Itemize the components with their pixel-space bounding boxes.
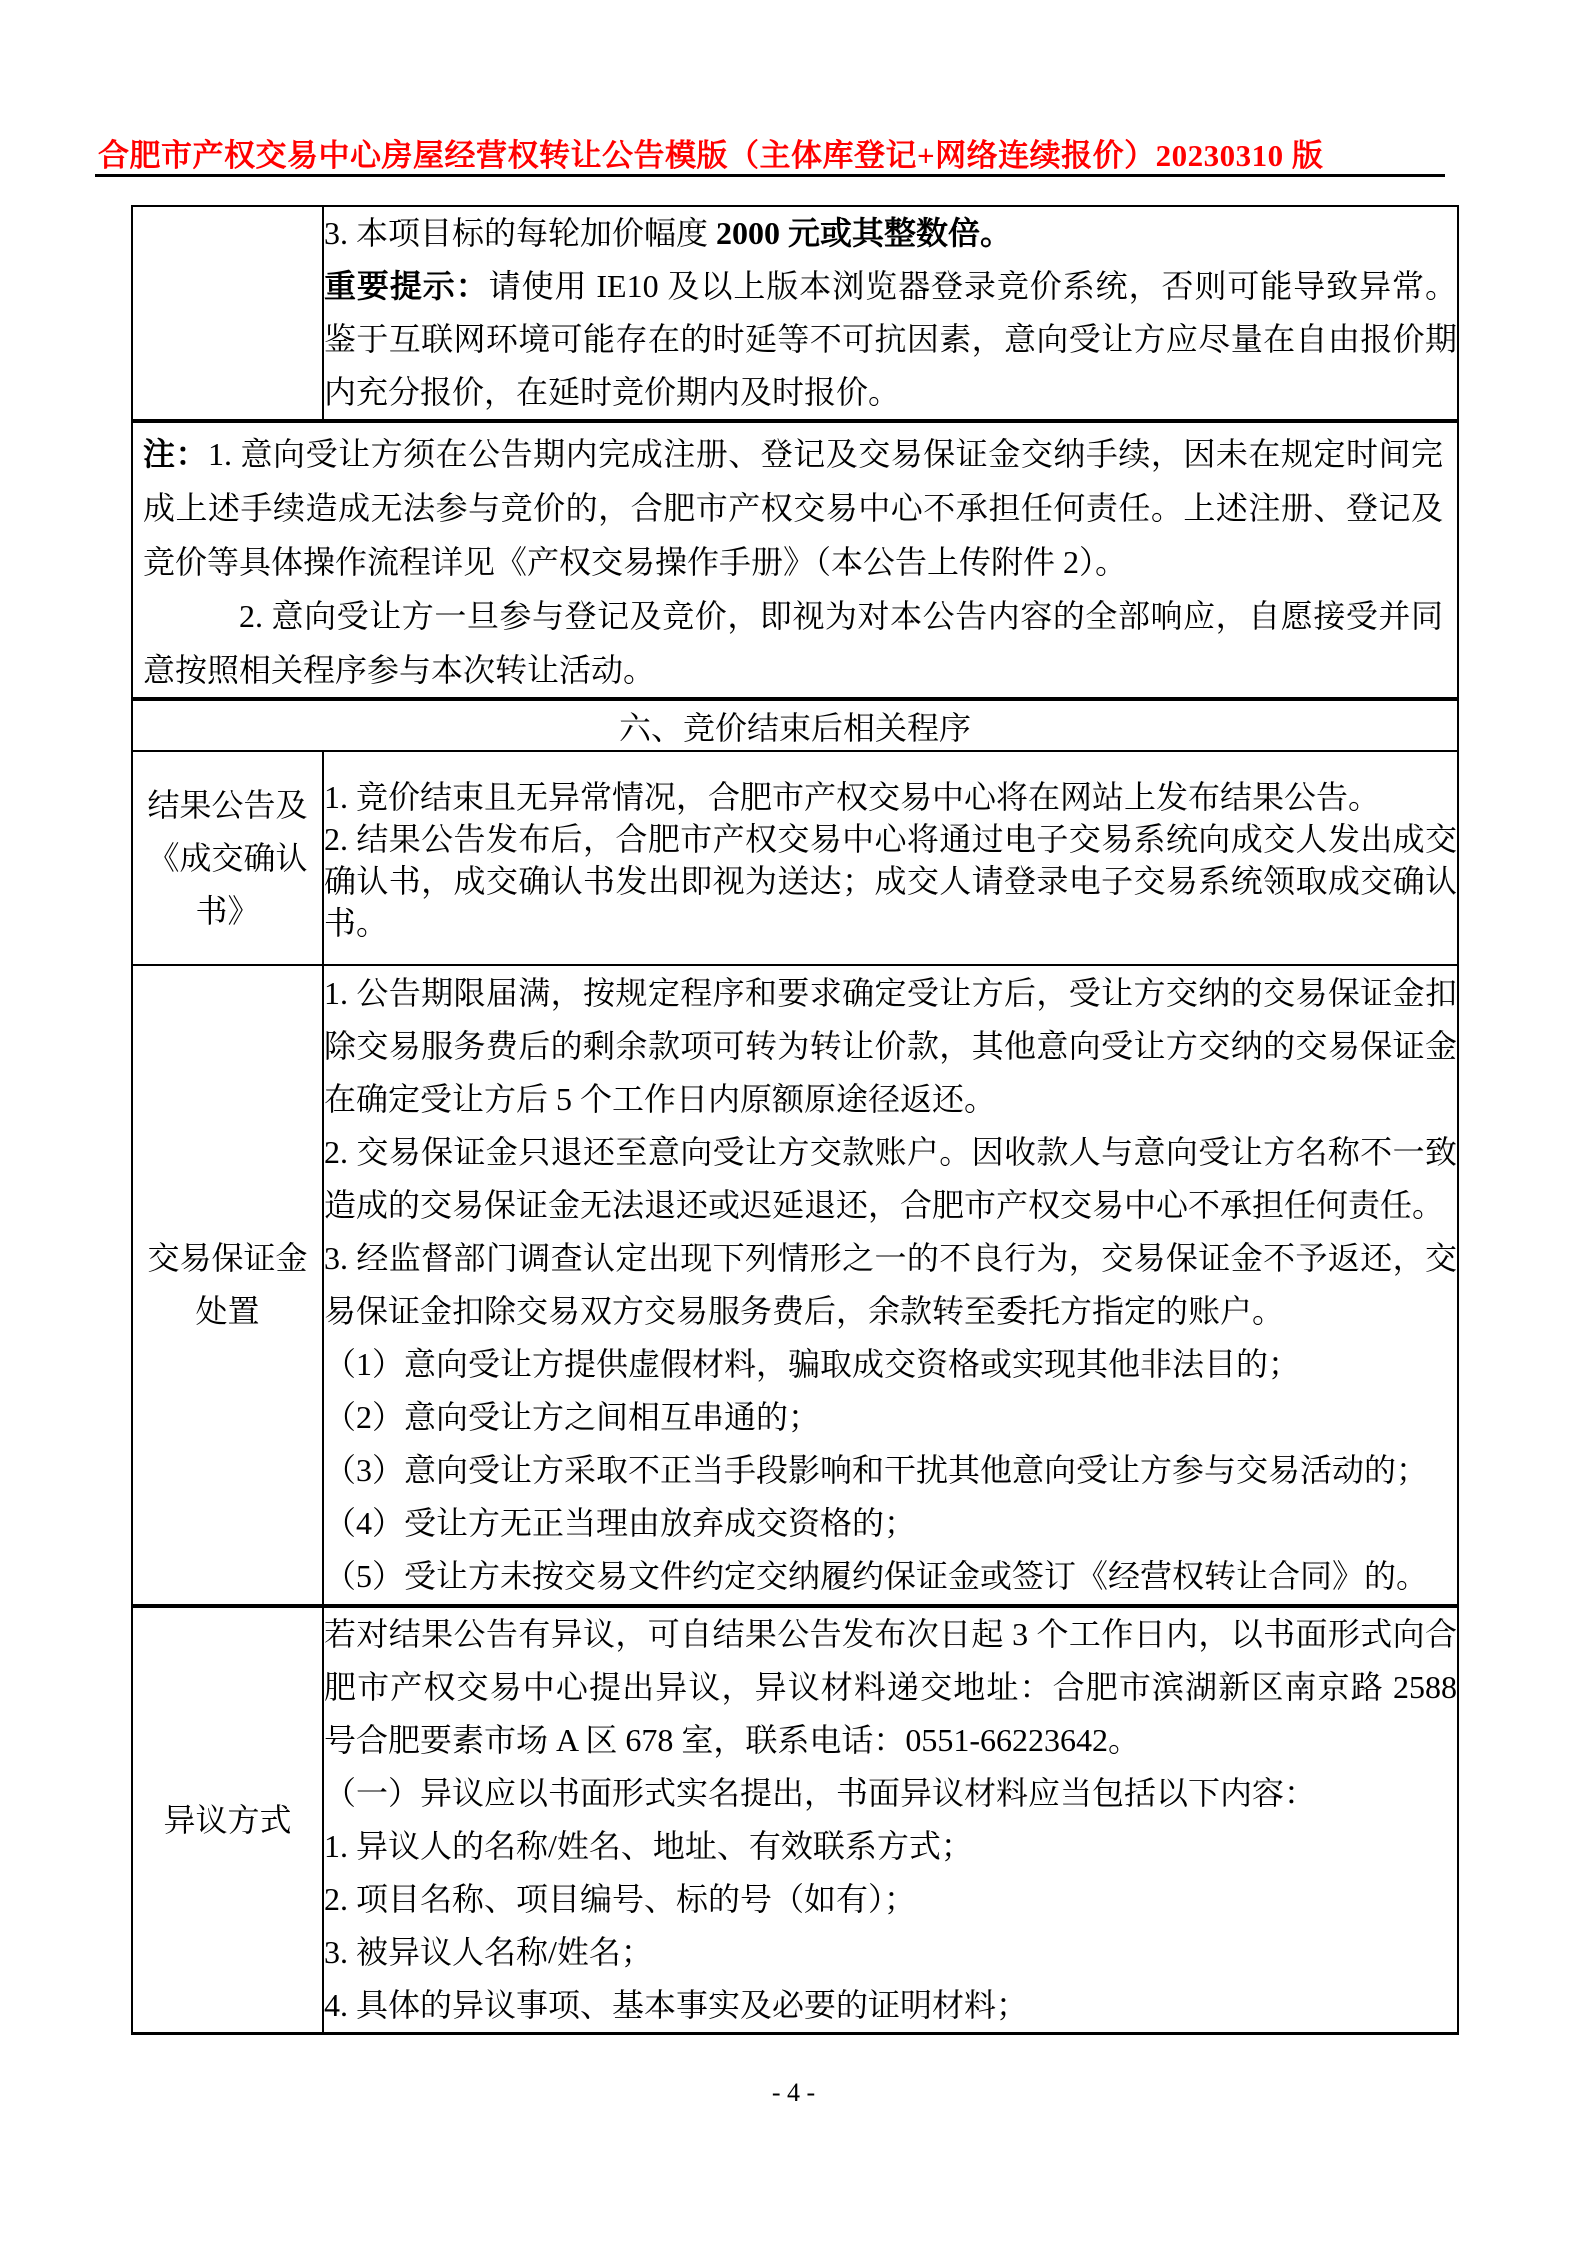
deposit-item-8: （5）受让方未按交易文件约定交纳履约保证金或签订《经营权转让合同》的。 bbox=[324, 1558, 1429, 1594]
note-item-1-text: 1. 意向受让方须在公告期内完成注册、登记及交易保证金交纳手续，因未在规定时间完成上述手续造成无法参与竞价的，合肥市产权交易中心不承担任何责任。上述注册、登记及竞价等具体操作流程详见《产权交易操作手册》（本公告上传附件 2）。 bbox=[143, 436, 1443, 580]
increment-bold-text: 2000 元或其整数倍。 bbox=[716, 215, 1013, 251]
objection-item-2: （一）异议应以书面形式实名提出，书面异议材料应当包括以下内容： bbox=[324, 1775, 1317, 1811]
important-notice-text: 请使用 IE10 及以上版本浏览器登录竞价系统，否则可能导致异常。鉴于互联网环境可能存在的时延等不可抗因素，意向受让方应尽量在自由报价期内充分报价，在延时竞价期内及时报价。 bbox=[324, 268, 1457, 410]
deposit-item-3: 3. 经监督部门调查认定出现下列情形之一的不良行为，交易保证金不予返还，交易保证金扣除交易双方交易服务费后，余款转至委托方指定的账户。 bbox=[324, 1240, 1457, 1329]
note-label: 注： bbox=[143, 436, 209, 472]
objection-item-4: 2. 项目名称、项目编号、标的号（如有）； bbox=[324, 1881, 917, 1917]
note-item-2: 2. 意向受让方一旦参与登记及竞价，即视为对本公告内容的全部响应，自愿接受并同意按照相关程序参与本次转让活动。 bbox=[143, 598, 1443, 688]
deposit-content-cell bbox=[323, 965, 1458, 1606]
deposit-item-1: 1. 公告期限届满，按规定程序和要求确定受让方后，受让方交纳的交易保证金扣除交易服务费后的剩余款项可转为转让价款，其他意向受让方交纳的交易保证金在确定受让方后 5 个工作日内原额原途径返还。 bbox=[324, 975, 1457, 1117]
deposit-row bbox=[132, 965, 1458, 1606]
note-item-1 bbox=[143, 427, 1443, 589]
note-cell bbox=[132, 421, 1458, 699]
header-rule bbox=[95, 174, 1445, 177]
bidding-rules-label-cell-empty bbox=[132, 206, 323, 421]
page-number: - 4 - bbox=[771, 2078, 816, 2107]
objection-item-1: 若对结果公告有异议，可自结果公告发布次日起 3 个工作日内，以书面形式向合肥市产权交易中心提出异议，异议材料递交地址：合肥市滨湖新区南京路 2588 号合肥要素市场 A 区 678 室，联系电话：0551-66223642。 bbox=[324, 1616, 1457, 1758]
page-footer bbox=[0, 2078, 1587, 2108]
bidding-rules-row bbox=[132, 206, 1458, 421]
objection-item-3: 1. 异议人的名称/姓名、地址、有效联系方式； bbox=[324, 1828, 973, 1864]
result-item-2: 2. 结果公告发布后，合肥市产权交易中心将通过电子交易系统向成交人发出成交确认书，成交确认书发出即视为送达；成交人请登录电子交易系统领取成交确认书。 bbox=[324, 820, 1457, 941]
deposit-item-2: 2. 交易保证金只退还至意向受让方交款账户。因收款人与意向受让方名称不一致造成的交易保证金无法退还或迟延退还，合肥市产权交易中心不承担任何责任。 bbox=[324, 1134, 1457, 1223]
deposit-label-cell: 交易保证金处置 bbox=[132, 965, 323, 1606]
deposit-item-6: （3）意向受让方采取不正当手段影响和干扰其他意向受让方参与交易活动的； bbox=[324, 1452, 1429, 1488]
section-header-row bbox=[132, 699, 1458, 751]
note-row bbox=[132, 421, 1458, 699]
important-notice-label: 重要提示： bbox=[324, 268, 489, 304]
important-notice-paragraph bbox=[324, 260, 1457, 419]
objection-item-6: 4. 具体的异议事项、基本事实及必要的证明材料； bbox=[324, 1987, 1029, 2023]
result-row bbox=[132, 751, 1458, 965]
header-title: 合肥市产权交易中心房屋经营权转让公告模版（主体库登记+网络连续报价）20230310 版 bbox=[98, 138, 1324, 173]
deposit-item-4: （1）意向受让方提供虚假材料，骗取成交资格或实现其他非法目的； bbox=[324, 1346, 1301, 1382]
increment-text: 3. 本项目标的每轮加价幅度 bbox=[324, 215, 717, 251]
section-title-cell: 六、竞价结束后相关程序 bbox=[132, 699, 1458, 751]
deposit-item-7: （4）受让方无正当理由放弃成交资格的； bbox=[324, 1505, 917, 1541]
result-label-cell: 结果公告及《成交确认书》 bbox=[132, 751, 323, 965]
bidding-rules-content-cell bbox=[323, 206, 1458, 421]
announcement-table bbox=[131, 205, 1459, 2035]
result-item-1: 1. 竞价结束且无异常情况，合肥市产权交易中心将在网站上发布结果公告。 bbox=[324, 778, 1381, 815]
document-header bbox=[98, 130, 1458, 175]
objection-row bbox=[132, 1606, 1458, 2034]
objection-item-5: 3. 被异议人名称/姓名； bbox=[324, 1934, 653, 1970]
objection-content-cell bbox=[323, 1606, 1458, 2034]
result-content-cell bbox=[323, 751, 1458, 965]
deposit-item-5: （2）意向受让方之间相互串通的； bbox=[324, 1399, 821, 1435]
increment-paragraph bbox=[324, 207, 1457, 260]
objection-label-cell: 异议方式 bbox=[132, 1606, 323, 2034]
